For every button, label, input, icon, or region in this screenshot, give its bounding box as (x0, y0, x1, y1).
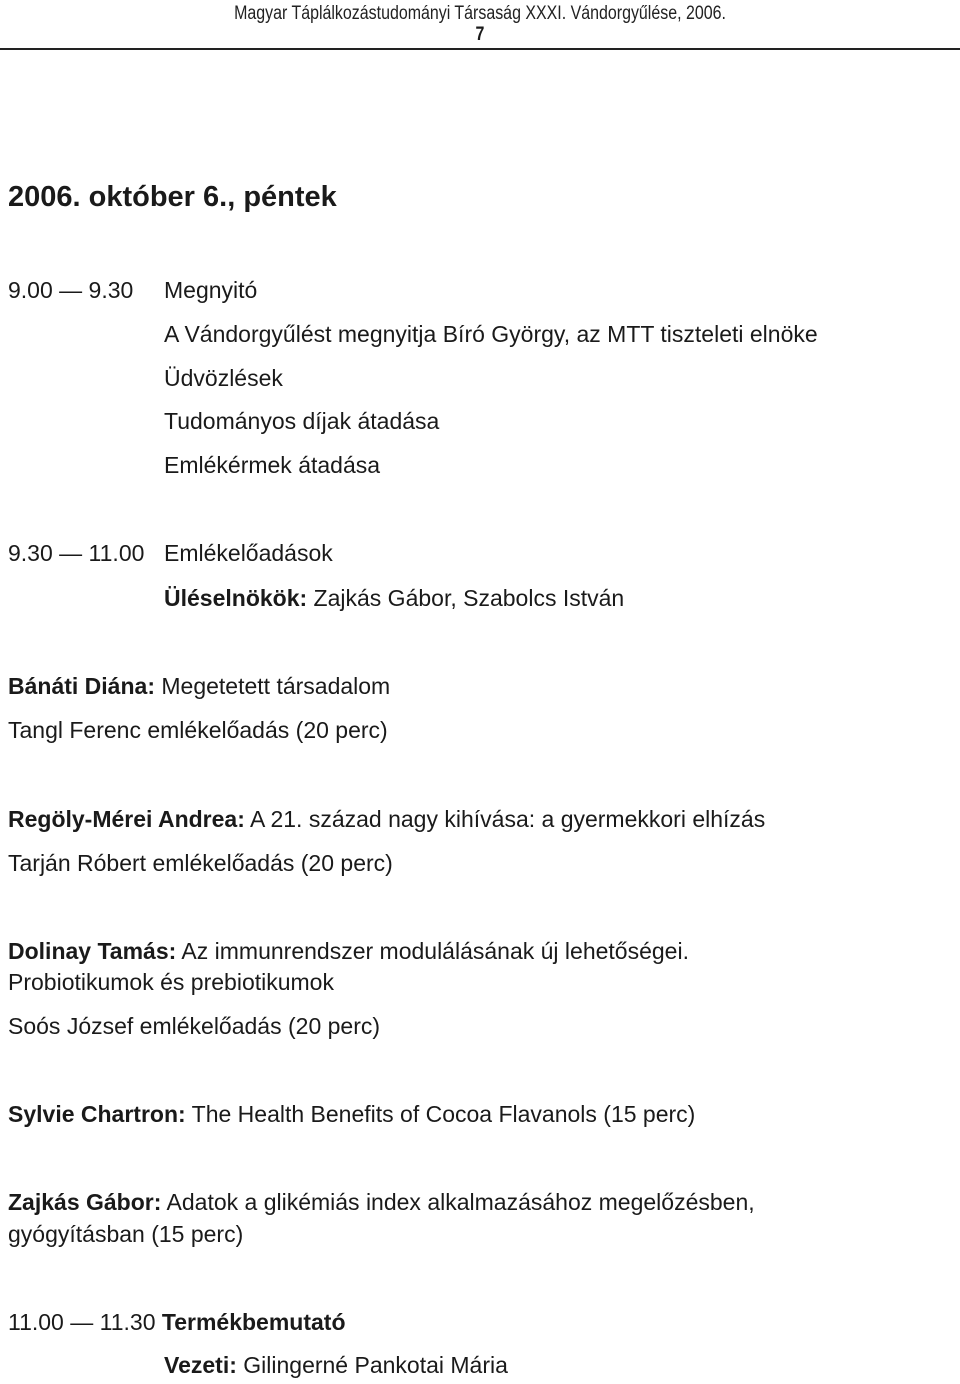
talk-line (8, 1188, 755, 1216)
time-end: 11.00 (88, 540, 145, 566)
time-end: 11.30 (99, 1309, 156, 1335)
session-item: Üdvözlések (164, 365, 283, 391)
session-title: Emlékelőadások (164, 540, 333, 566)
talk-speaker: Sylvie Chartron: (8, 1101, 186, 1127)
time-start: 11.00 (8, 1309, 64, 1335)
session-title: Megnyitó (164, 277, 258, 303)
talk-line (8, 937, 689, 965)
time-end: 9.30 (88, 277, 134, 303)
session-lead (164, 1351, 508, 1379)
chairs-label: Üléselnökök: (164, 585, 308, 611)
page-number: 7 (475, 24, 485, 45)
talk-title: Megetetett társadalom (161, 673, 391, 699)
chairs-names: Zajkás Gábor, Szabolcs István (313, 585, 625, 611)
header-divider (0, 48, 960, 50)
session-item: A Vándorgyűlést megnyitja Bíró György, az MTT tiszteleti elnöke (164, 321, 818, 347)
talk-line (8, 672, 390, 700)
lead-name: Gilingerné Pankotai Mária (243, 1352, 508, 1378)
talk-title: Adatok a glikémiás index alkalmazásához megelőzésben, (166, 1189, 755, 1215)
talk-title: Az immunrendszer modulálásának új lehetőségei. (181, 938, 689, 964)
talk-note: Tarján Róbert emlékelőadás (20 perc) (8, 850, 393, 876)
talk-line (8, 1100, 695, 1128)
talk-title-continued: gyógyításban (15 perc) (8, 1221, 244, 1247)
time-start: 9.00 (8, 277, 53, 303)
talk-title: The Health Benefits of Cocoa Flavanols (15 perc) (191, 1101, 696, 1127)
session-item: Emlékérmek átadása (164, 452, 381, 478)
talk-speaker: Dolinay Tamás: (8, 938, 177, 964)
session-item: Tudományos díjak átadása (164, 408, 440, 434)
talk-speaker: Zajkás Gábor: (8, 1189, 162, 1215)
talk-note: Tangl Ferenc emlékelőadás (20 perc) (8, 717, 388, 743)
talk-title-continued: Probiotikumok és prebiotikumok (8, 969, 334, 995)
session-header-line: 11.00 — 11.30 Termékbemutató (8, 1309, 346, 1335)
talk-note: Soós József emlékelőadás (20 perc) (8, 1013, 381, 1039)
session-title: Termékbemutató (161, 1309, 346, 1335)
date-heading: 2006. október 6., péntek (8, 181, 337, 213)
talk-speaker: Regöly-Mérei Andrea: (8, 806, 245, 832)
time-start: 9.30 (8, 540, 53, 566)
talk-line (8, 805, 765, 833)
talk-title: A 21. század nagy kihívása: a gyermekkori elhízás (250, 806, 766, 832)
session-time: 9.30 — 11.00 (8, 540, 145, 566)
header-title: Magyar Táplálkozástudományi Társaság XXXI. Vándorgyűlése, 2006. (234, 3, 726, 24)
lead-label: Vezeti: (164, 1352, 237, 1378)
session-time: 9.00 — 9.30 (8, 277, 134, 303)
session-chairs (164, 584, 624, 612)
talk-speaker: Bánáti Diána: (8, 673, 155, 699)
